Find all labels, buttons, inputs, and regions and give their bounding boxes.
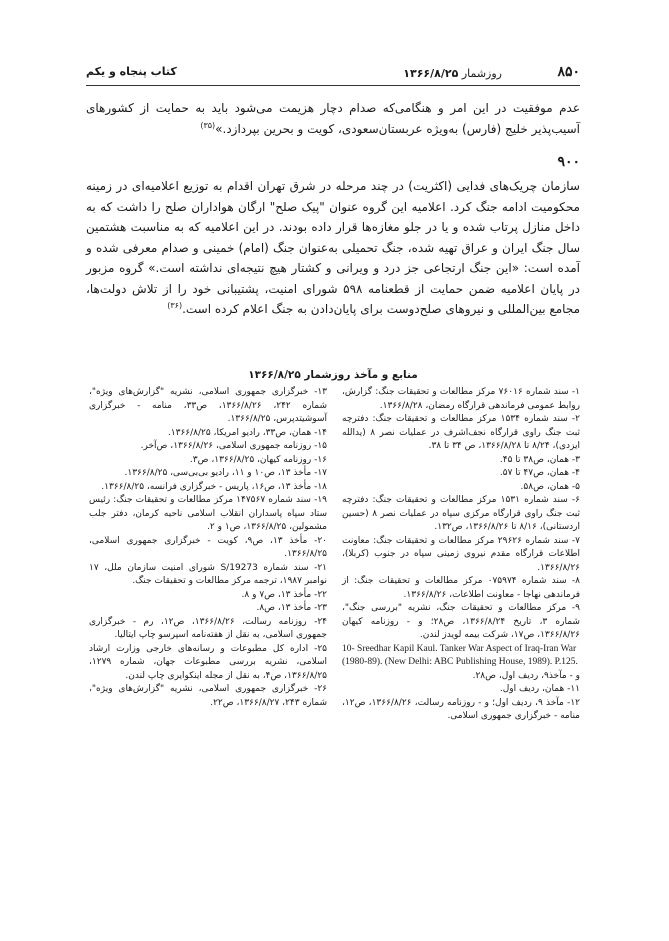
book-title: کتاب پنجاه و یکم: [86, 65, 177, 78]
header-date: ۱۳۶۶/۸/۲۵: [403, 67, 459, 80]
source-note: ۵- همان، ص۵۸.: [520, 481, 580, 492]
sources-title: منابع و مآخذ روزشمار ۱۳۶۶/۸/۲۵: [248, 369, 418, 381]
source-note: ۱۲- مآخذ ۹، ردیف اول؛ و - روزنامه رسالت، ۱۳۶۶/۸/۲۶، ص۱۲، منامه - خبرگزاری جمهوری اسلامی.: [342, 697, 580, 721]
header-date-label: [403, 67, 502, 80]
source-note: ۲۱- سند شماره S/19273 شورای امنیت سازمان ملل، ۱۷ نوامبر ۱۹۸۷، ترجمه مرکز مطالعات و تحقیقات جنگ.: [89, 562, 327, 586]
source-note: ۱۹- سند شماره ۱۴۷۵۶۷ مرکز مطالعات و تحقیقات جنگ: رئیس ستاد سپاه پاسداران انقلاب اسلامی ناحیه کرمان، دفتر جلب مشمولین، ۱۳۶۶/۸/۲۵، ص۱ و ۲.: [89, 495, 327, 532]
sources-right-column: [342, 386, 580, 724]
source-note: و - مآخذ۹، ردیف اول، ص۲۸.: [472, 670, 580, 681]
source-note: ۲۶- خبرگزاری جمهوری اسلامی، نشریه "گزارش‌های ویژه"، شماره ۲۴۳، ۱۳۶۶/۸/۲۷، ص۲۲.: [89, 684, 327, 708]
page-number: ۸۵۰: [557, 64, 580, 80]
entry-text: سازمان چریک‌های فدایی (اکثریت) در چند مرحله در شرق تهران اقدام به توزیع اعلامیه‌ای در زمینه محکومیت ادامه جنگ کرد. اعلامیه این گروه عنوان "پیک صلح" ارگان هواداران صلح را داشت که به داخل منازل پرتاب شده و یا در جلو مغازه‌ها قرار داده بودند. در این اعلامیه که به مناسبت هشتمین سال جنگ ایران و عراق تهیه شده، جنگ تحمیلی به‌عنوان جنگ (امام) خمینی و صدام معرفی شده و آمده است: «این جنگ ارتجاعی جز درد و ویرانی و کشتار هیچ نتیجه‌ای نداشته است.» گروه مزبور در پایان اعلامیه ضمن حمایت از قطعنامه ۵۹۸ شورای امنیت، پشتیبانی خود را از تلاش دولت‌ها، مجامع بین‌المللی و نیروهای صلح‌دوست برای پایان‌دادن به جنگ اعلام کرده است.: [86, 179, 580, 316]
source-note: ۲۳- مأخذ ۱۳، ص۸.: [256, 603, 327, 613]
source-note: ۲۰- مأخذ ۱۳، ص۹، کویت - خبرگزاری جمهوری اسلامی، ۱۳۶۶/۸/۲۵.: [89, 535, 328, 559]
intro-footnote-ref: (۳۵): [200, 120, 216, 130]
entry-number: ۹۰۰: [557, 154, 580, 170]
entry-footnote-ref: (۳۶): [167, 301, 183, 310]
source-note: ۲۵- اداره کل مطبوعات و رسانه‌های خارجی وزارت ارشاد اسلامی، نشریه بررسی مطبوعات جهان، شماره ۱۲۷۹، ۱۳۶۶/۸/۲۵، ص۴، به نقل از مجله اینکوایری چاپ لندن.: [89, 643, 327, 681]
source-note: ۱۴- همان، ص۳۳، رادیو امریکا، ۱۳۶۶/۸/۲۵.: [167, 427, 327, 438]
intro-text: عدم موفقیت در این امر و هنگامی‌که صدام دچار هزیمت می‌شود باید به حمایت از کشورهای آسیب‌پذیر خلیج (فارس) به‌ویژه عربستان‌سعودی، کویت و بحرین بپردازد.»: [86, 101, 580, 136]
intro-paragraph: [86, 98, 580, 139]
source-note: ۷- سند شماره ۲۹۶۲۶ مرکز مطالعات و تحقیقات جنگ: معاونت اطلاعات قرارگاه مقدم نیروی زمینی سپاه در جنوب (کربلا)، ۱۳۶۶/۸/۲۶.: [342, 535, 580, 573]
source-note: ۱۵- روزنامه جمهوری اسلامی، ۱۳۶۶/۸/۲۶، ص‌آخر.: [140, 441, 327, 451]
entry-paragraph: [86, 176, 580, 320]
source-note: ۱- سند شماره ۷۶۰۱۶ مرکز مطالعات و تحقیقات جنگ: گزارش، روابط عمومی فرماندهی قرارگاه رمضان، ۱۳۶۶/۸/۲۸.: [342, 387, 581, 411]
source-note: ۱۳- خبرگزاری جمهوری اسلامی، نشریه "گزارش‌های ویژه"، شماره ۲۴۲، ۱۳۶۶/۸/۲۶، ص۳۳، منامه - خبرگزاری آسوشیتدپرس، ۱۳۶۶/۸/۲۵.: [89, 387, 327, 424]
source-note: ۲۴- روزنامه رسالت، ۱۳۶۶/۸/۲۶، ص۱۲، رم - خبرگزاری جمهوری اسلامی، به نقل از هفته‌نامه اسپرسو چاپ ایتالیا.: [89, 616, 327, 640]
source-note: ۴- همان، ص۴۷ تا ۵۷.: [499, 468, 580, 478]
source-note: ۱۷- مأخذ ۱۳، ص۱۰ و ۱۱، رادیو بی‌بی‌سی، ۱۳۶۶/۸/۲۵.: [124, 468, 327, 478]
source-note: ۱۶- روزنامه کیهان، ۱۳۶۶/۸/۲۵، ص۳.: [189, 454, 327, 465]
sources-left-column: [89, 386, 327, 710]
source-note: ۲۲- مأخذ ۱۳، ص۷ و ۸.: [241, 589, 327, 600]
source-note: ۹- مرکز مطالعات و تحقیقات جنگ، نشریه "بررسی جنگ"، شماره ۳، تاریخ ۱۳۶۶/۸/۲۴، ص۲۸؛ و - روزنامه کیهان ۱۳۶۶/۸/۲۶، ص۱۷، شرکت بیمه لویدز لندن.: [342, 603, 580, 640]
source-note: ۲- سند شماره ۱۵۳۴ مرکز مطالعات و تحقیقات جنگ: دفترچه ثبت جنگ راوی قرارگاه نجف‌اشرف در عملیات نصر ۸ (یدالله ایزدی)، ۸/۲۴ تا ۱۳۶۶/۸/۲۸، ص ۳۴ تا ۳۸.: [342, 414, 581, 451]
source-note: ۸- سند شماره ۰۷۵۹۷۴ مرکز مطالعات و تحقیقات جنگ: از فرماندهی نهاجا - معاونت اطلاعات، ۱۳۶۶/۸/۲۶.: [342, 576, 580, 600]
source-note: ۱۸- مأخذ ۱۳، ص۱۶، پاریس - خبرگزاری فرانسه، ۱۳۶۶/۸/۲۵.: [101, 481, 327, 492]
source-note-english: 10- Sreedhar Kapil Kaul. Tanker War Aspect of Iraq-Iran War (1980-89). (New Delhi: ABC Publishing House, 1989). P.125.: [342, 643, 578, 667]
source-note: ۱۱- همان، ردیف اول.: [499, 684, 580, 694]
header-label: روزشمار: [461, 67, 502, 80]
header-rule: [86, 85, 580, 86]
source-note: ۳- همان، ص۳۸ تا ۴۵.: [499, 454, 580, 465]
source-note: ۶- سند شماره ۱۵۳۱ مرکز مطالعات و تحقیقات جنگ: دفترچه ثبت جنگ راوی قرارگاه مرکزی سپاه در عملیات نصر ۸ (حسین اردستانی)، ۸/۱۶ تا ۱۳۶۶/۸/۲۶، ص۱۳۲.: [342, 495, 581, 532]
running-header: [86, 62, 580, 86]
